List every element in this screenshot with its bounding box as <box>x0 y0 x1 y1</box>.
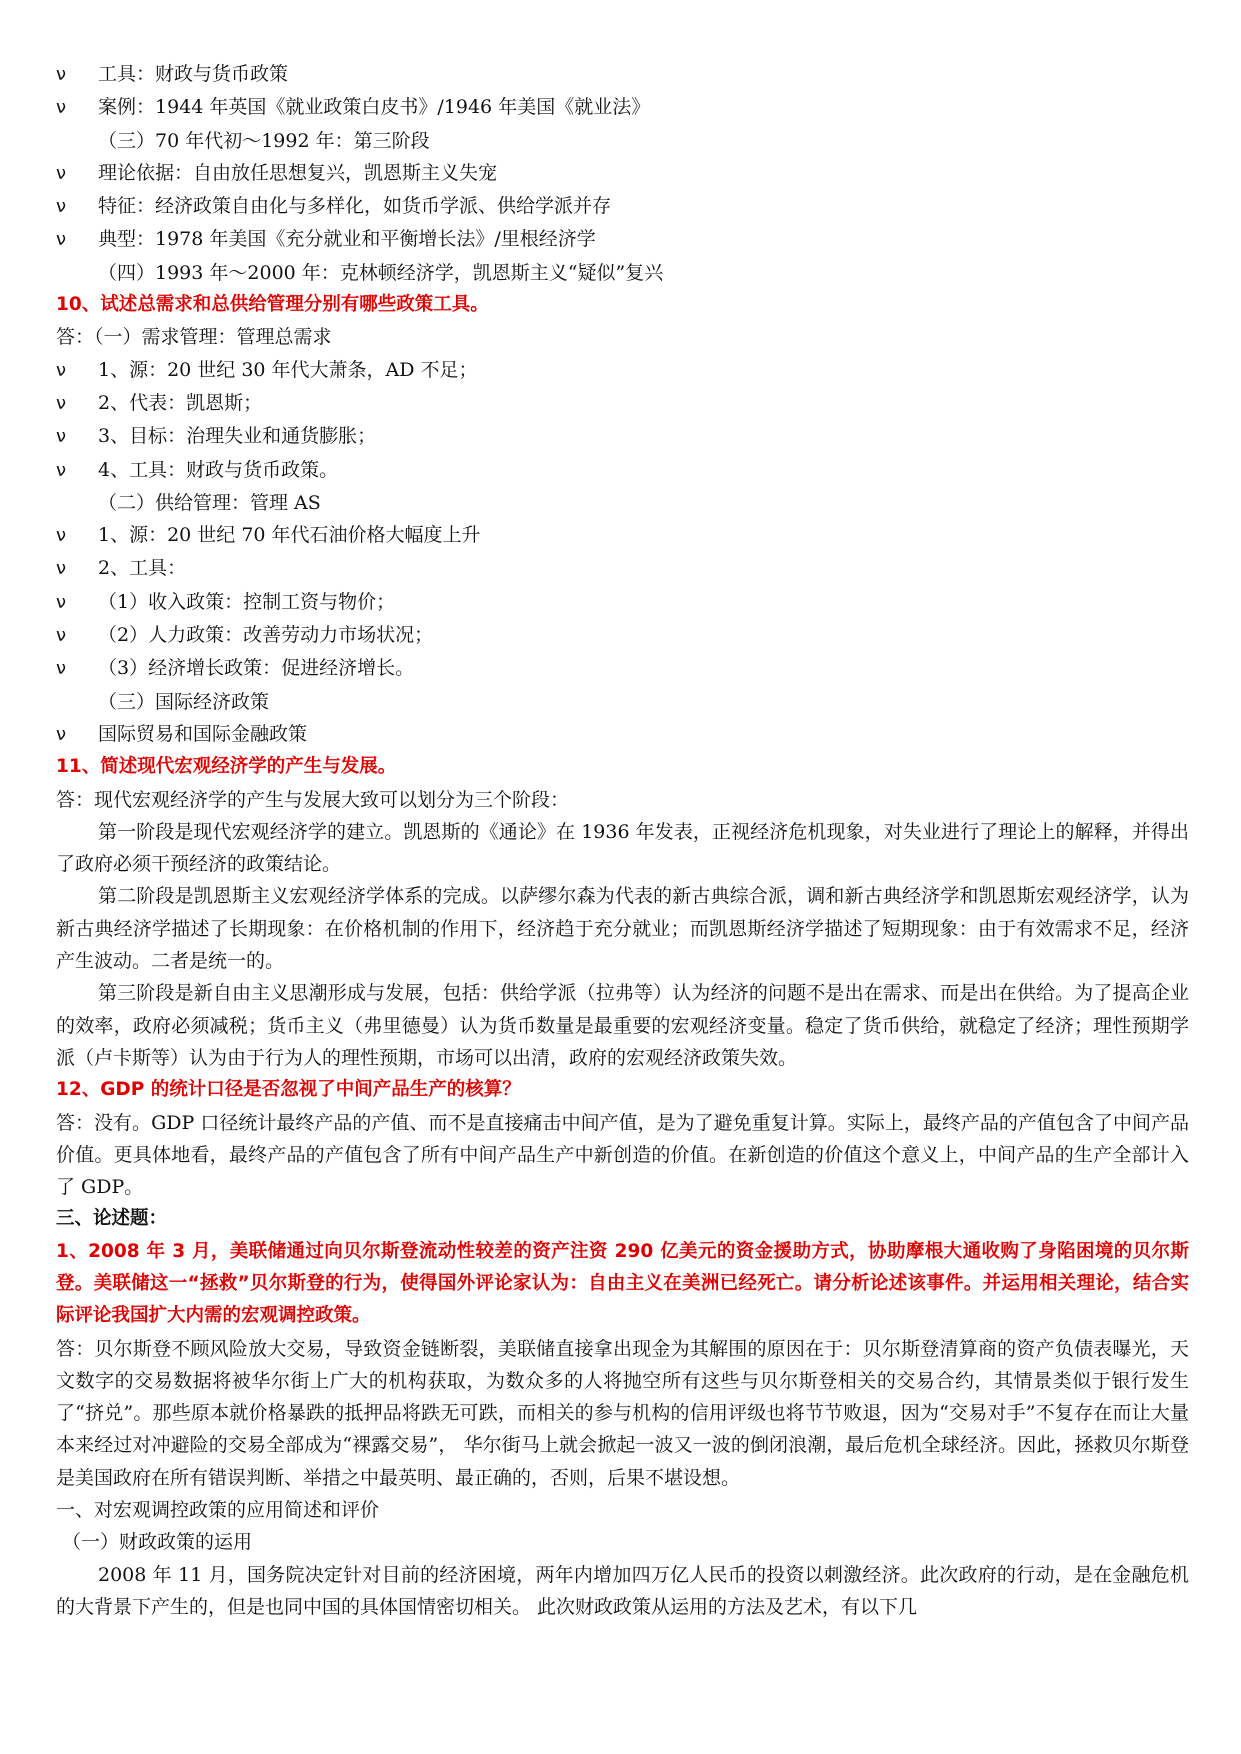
bullet-text: 国际贸易和国际金融政策 <box>98 722 308 745</box>
bullet-item <box>56 58 1189 91</box>
bullet-marker: ν <box>56 723 67 745</box>
bullet-text: 理论依据：自由放任思想复兴，凯恩斯主义失宠 <box>98 161 498 184</box>
document-body <box>56 58 1189 1623</box>
bullet-text: 1、源：20 世纪 30 年代大萧条，AD 不足； <box>98 358 478 381</box>
bullet-text: 2、工具： <box>98 557 187 580</box>
bullet-marker: ν <box>56 558 67 580</box>
bullet-marker: ν <box>56 426 67 448</box>
bullet-item <box>56 652 1189 685</box>
bullet-marker: ν <box>56 229 67 251</box>
bullet-item <box>56 223 1189 256</box>
bullet-marker: ν <box>56 162 67 184</box>
bullet-item <box>56 454 1189 487</box>
bullet-text: 3、目标：治理失业和通货膨胀； <box>98 425 377 448</box>
bullet-marker: ν <box>56 64 67 85</box>
section-subheading: （三）70 年代初～1992 年：第三阶段 <box>98 129 430 152</box>
text-line: 答：（一）需求管理：管理总需求 <box>56 326 332 349</box>
section-subheading: （四）1993 年～2000 年：克林顿经济学，凯恩斯主义“疑似”复兴 <box>98 261 664 284</box>
bullet-item <box>56 354 1189 387</box>
bullet-text: （1）收入政策：控制工资与物价； <box>98 590 396 613</box>
text-line: 一、对宏观调控政策的应用简述和评价 <box>56 1499 380 1522</box>
question-heading: 1、2008 年 3 月，美联储通过向贝尔斯登流动性较差的资产注资 290 亿美元的资金援助方式，协助摩根大通收购了身陷困境的贝尔斯登。美联储这一“拯救”贝尔斯登的行为，使得国外评论家认为：自由主义在美洲已经死亡。请分析论述该事件。并运用相关理论，结合实际评论我国扩大内需的宏观调控政策。 <box>56 1240 1189 1327</box>
bullet-item <box>56 619 1189 652</box>
bullet-text: 特征：经济政策自由化与多样化，如货币学派、供给学派并存 <box>98 195 612 218</box>
question-heading: 11、简述现代宏观经济学的产生与发展。 <box>56 756 397 778</box>
bullet-item <box>56 157 1189 190</box>
bullet-item <box>56 387 1189 420</box>
bullet-marker: ν <box>56 525 67 547</box>
bullet-text: 2、代表：凯恩斯； <box>98 391 263 414</box>
text-line: 答：现代宏观经济学的产生与发展大致可以划分为三个阶段： <box>56 788 570 811</box>
section-heading: 三、论述题： <box>56 1208 168 1230</box>
bullet-item <box>56 91 1189 124</box>
bullet-marker: ν <box>56 591 67 613</box>
paragraph: 第三阶段是新自由主义思潮形成与发展，包括：供给学派（拉弗等）认为经济的问题不是出在需求、而是出在供给。为了提高企业的效率，政府必须减税；货币主义（弗里德曼）认为货币数量是最重要的宏观经济变量。稳定了货币供给，就稳定了经济；理性预期学派（卢卡斯等）认为由于行为人的理性预期，市场可以出清，政府的宏观经济政策失效。 <box>56 982 1189 1069</box>
bullet-item <box>56 586 1189 619</box>
question-heading: 12、GDP 的统计口径是否忽视了中间产品生产的核算？ <box>56 1079 521 1101</box>
bullet-marker: ν <box>56 359 67 381</box>
answer-paragraph: 答：贝尔斯登不顾风险放大交易，导致资金链断裂，美联储直接拿出现金为其解围的原因在于：贝尔斯登清算商的资产负债表曝光，天文数字的交易数据将被华尔街上广大的机构获取，为数众多的人将抛空所有这些与贝尔斯登相关的交易合约，其情景类似于银行发生了“挤兑”。那些原本就价格暴跌的抵押品将跌无可跌，而相关的参与机构的信用评级也将节节败退，因为“交易对手”不复存在而让大量本来经过对冲避险的交易全部成为“裸露交易”， 华尔街马上就会掀起一波又一波的倒闭浪潮，最后危机全球经济。因此，拯救贝尔斯登是美国政府在所有错误判断、举措之中最英明、最正确的，否则，后果不堪设想。 <box>56 1337 1189 1489</box>
bullet-item <box>56 420 1189 453</box>
bullet-text: 工具：财政与货币政策 <box>98 63 289 85</box>
bullet-text: 1、源：20 世纪 70 年代石油价格大幅度上升 <box>98 524 481 547</box>
bullet-text: （3）经济增长政策：促进经济增长。 <box>98 657 415 680</box>
bullet-item <box>56 519 1189 552</box>
bullet-text: 案例：1944 年英国《就业政策白皮书》/1946 年美国《就业法》 <box>98 96 651 119</box>
bullet-item <box>56 718 1189 751</box>
bullet-marker: ν <box>56 97 67 119</box>
bullet-text: （2）人力政策：改善劳动力市场状况； <box>98 624 434 647</box>
section-subheading: （三）国际经济政策 <box>98 690 270 713</box>
paragraph: 第一阶段是现代宏观经济学的建立。凯恩斯的《通论》在 1936 年发表，正视经济危机现象，对失业进行了理论上的解释，并得出了政府必须干预经济的政策结论。 <box>56 820 1189 876</box>
bullet-marker: ν <box>56 658 67 680</box>
section-subheading: （二）供给管理：管理 AS <box>98 491 321 514</box>
bullet-item <box>56 190 1189 223</box>
bullet-marker: ν <box>56 625 67 647</box>
bullet-marker: ν <box>56 392 67 414</box>
answer-paragraph: 答：没有。GDP 口径统计最终产品的产值、而不是直接痛击中间产值，是为了避免重复计算。实际上，最终产品的产值包含了中间产品价值。更具体地看，最终产品的产值包含了所有中间产品生产中新创造的价值。在新创造的价值这个意义上，中间产品的生产全部计入了 GDP。 <box>56 1111 1189 1199</box>
bullet-marker: ν <box>56 196 67 218</box>
section-subheading: （一）财政政策的运用 <box>62 1531 253 1554</box>
bullet-text: 4、工具：财政与货币政策。 <box>98 458 339 481</box>
question-heading: 10、试述总需求和总供给管理分别有哪些政策工具。 <box>56 294 489 316</box>
bullet-item <box>56 552 1189 585</box>
bullet-marker: ν <box>56 459 67 481</box>
paragraph: 第二阶段是凯恩斯主义宏观经济学体系的完成。以萨缪尔森为代表的新古典综合派，调和新古典经济学和凯恩斯宏观经济学，认为新古典经济学描述了长期现象：在价格机制的作用下，经济趋于充分就业；而凯恩斯经济学描述了短期现象：由于有效需求不足，经济产生波动。二者是统一的。 <box>56 885 1189 973</box>
bullet-text: 典型：1978 年美国《充分就业和平衡增长法》/里根经济学 <box>98 228 596 251</box>
paragraph: 2008 年 11 月，国务院决定针对目前的经济困境，两年内增加四万亿人民币的投资以刺激经济。此次政府的行动，是在金融危机的大背景下产生的，但是也同中国的具体国情密切相关。 此次财政政策从运用的方法及艺术，有以下几 <box>56 1563 1189 1618</box>
